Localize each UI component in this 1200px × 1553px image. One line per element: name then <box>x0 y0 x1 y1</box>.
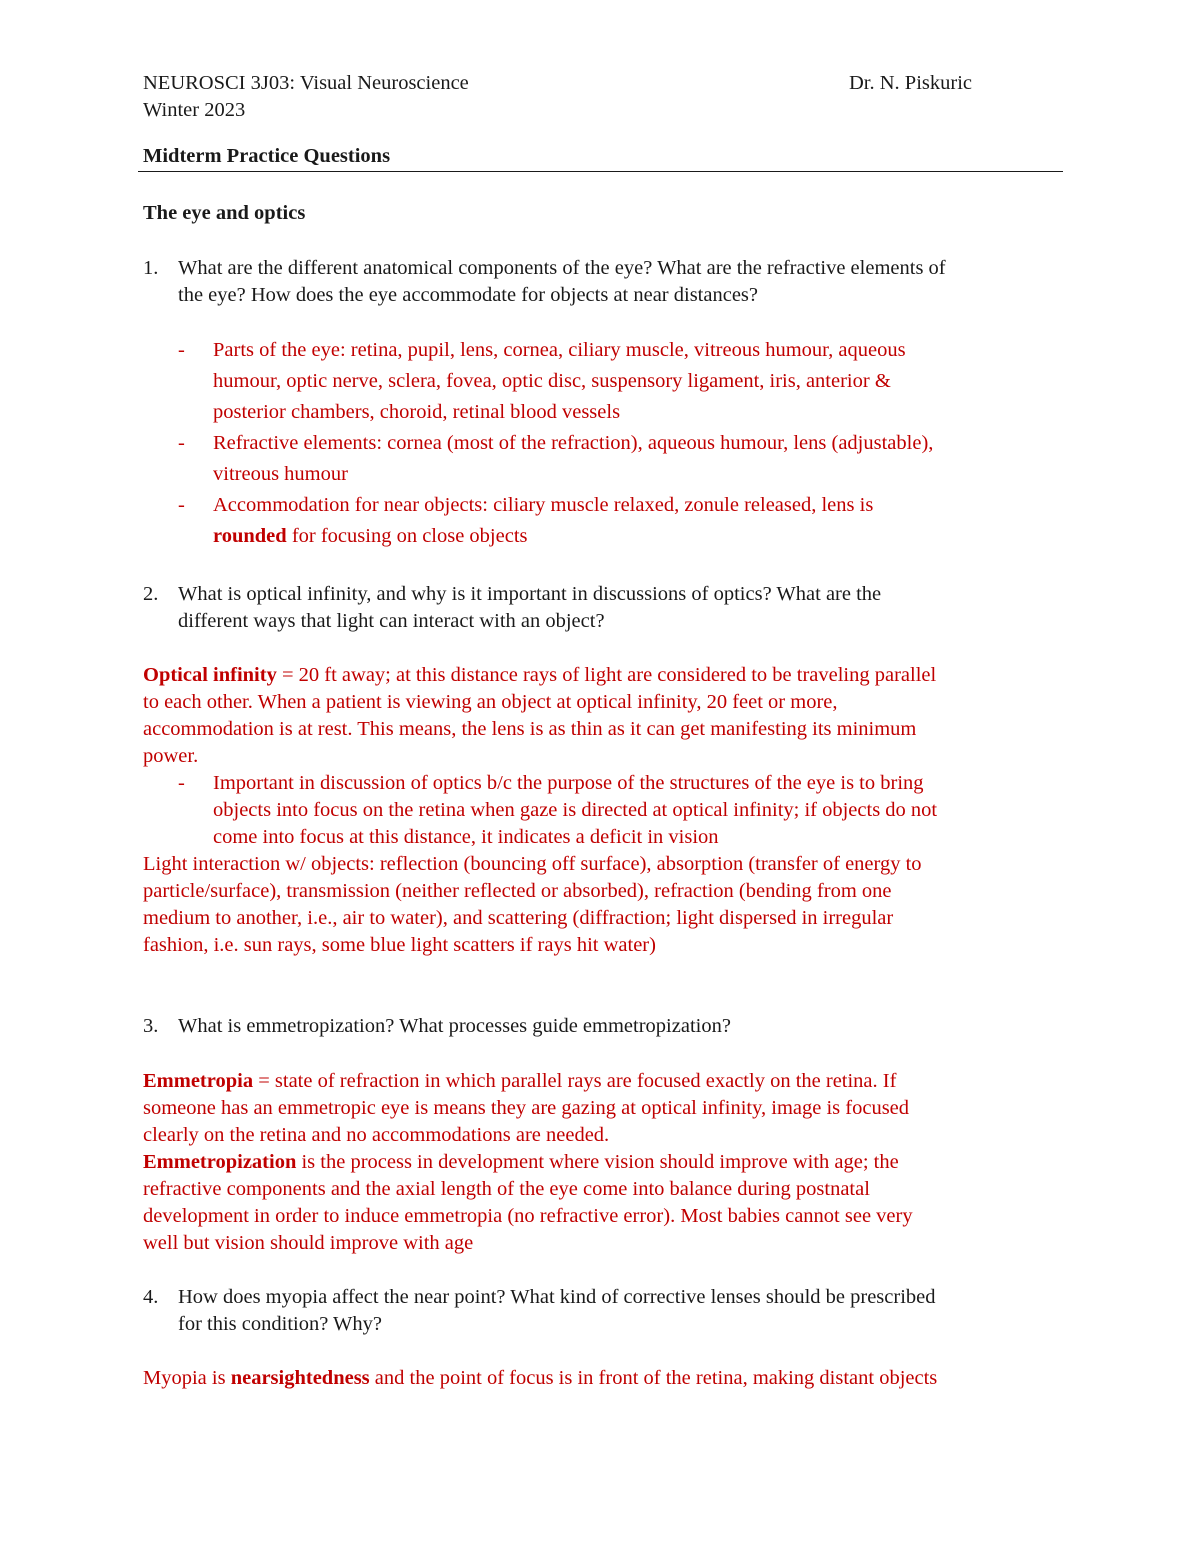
answer-line: clearly on the retina and no accommodations are needed. <box>143 1124 610 1146</box>
document-title: Midterm Practice Questions <box>143 145 391 167</box>
answer-line: come into focus at this distance, it indicates a deficit in vision <box>213 826 719 848</box>
question-text: What is optical infinity, and why is it important in discussions of optics? What are the <box>178 583 882 605</box>
answer-text: Myopia is <box>143 1367 231 1389</box>
answer-text: = 20 ft away; at this distance rays of light are considered to be traveling parallel <box>276 664 937 686</box>
term-label: Winter 2023 <box>143 99 246 121</box>
answer-line: particle/surface), transmission (neither reflected or absorbed), refraction (bending from one <box>143 880 892 902</box>
section-title: The eye and optics <box>143 202 306 224</box>
question-number: 4. <box>143 1286 159 1308</box>
bold-term: Emmetropia <box>143 1070 254 1092</box>
question-text: What are the different anatomical components of the eye? What are the refractive elements of <box>178 257 946 279</box>
answer-text: for focusing on close objects <box>286 525 528 547</box>
question-text: What is emmetropization? What processes guide emmetropization? <box>178 1015 731 1037</box>
answer-line <box>143 1151 899 1174</box>
bold-term: Optical infinity <box>143 664 277 686</box>
answer-line: to each other. When a patient is viewing an object at optical infinity, 20 feet or more, <box>143 691 838 713</box>
answer-line: Light interaction w/ objects: reflection (bouncing off surface), absorption (transfer of energy to <box>143 853 922 875</box>
answer-line: Parts of the eye: retina, pupil, lens, cornea, ciliary muscle, vitreous humour, aqueous <box>213 339 906 361</box>
answer-line: medium to another, i.e., air to water), and scattering (diffraction; light dispersed in irregular <box>143 907 894 929</box>
question-number: 2. <box>143 583 159 605</box>
answer-text: = state of refraction in which parallel rays are focused exactly on the retina. If <box>253 1070 897 1092</box>
answer-line <box>143 664 936 687</box>
bullet-dash: - <box>178 772 185 794</box>
answer-line: Accommodation for near objects: ciliary muscle relaxed, zonule released, lens is <box>213 494 874 516</box>
bold-term: rounded <box>213 525 287 547</box>
question-text: different ways that light can interact with an object? <box>178 610 605 632</box>
answer-line: power. <box>143 745 199 767</box>
bold-term: nearsightedness <box>230 1367 370 1389</box>
bullet-dash: - <box>178 494 185 516</box>
bold-term: Emmetropization <box>143 1151 297 1173</box>
answer-line: refractive components and the axial length of the eye come into balance during postnatal <box>143 1178 870 1200</box>
answer-line <box>143 1070 896 1093</box>
answer-line <box>213 525 528 548</box>
answer-text: is the process in development where vision should improve with age; the <box>296 1151 899 1173</box>
answer-line: someone has an emmetropic eye is means they are gazing at optical infinity, image is focused <box>143 1097 910 1119</box>
bullet-dash: - <box>178 432 185 454</box>
question-number: 3. <box>143 1015 159 1037</box>
answer-line: humour, optic nerve, sclera, fovea, optic disc, suspensory ligament, iris, anterior & <box>213 370 891 392</box>
title-rule <box>138 171 1063 172</box>
bullet-dash: - <box>178 339 185 361</box>
answer-line: accommodation is at rest. This means, the lens is as thin as it can get manifesting its minimum <box>143 718 917 740</box>
question-number: 1. <box>143 257 159 279</box>
answer-line: objects into focus on the retina when gaze is directed at optical infinity; if objects do not <box>213 799 938 821</box>
course-title: NEUROSCI 3J03: Visual Neuroscience <box>143 72 469 94</box>
answer-line: Important in discussion of optics b/c the purpose of the structures of the eye is to bring <box>213 772 924 794</box>
answer-line: Refractive elements: cornea (most of the refraction), aqueous humour, lens (adjustable), <box>213 432 934 454</box>
answer-text: and the point of focus is in front of the retina, making distant objects <box>369 1367 938 1389</box>
answer-line: development in order to induce emmetropia (no refractive error). Most babies cannot see very <box>143 1205 913 1227</box>
instructor-name: Dr. N. Piskuric <box>849 72 972 94</box>
answer-line <box>143 1367 937 1390</box>
answer-line: vitreous humour <box>213 463 348 485</box>
question-text: for this condition? Why? <box>178 1313 383 1335</box>
answer-line: posterior chambers, choroid, retinal blood vessels <box>213 401 621 423</box>
question-text: the eye? How does the eye accommodate for objects at near distances? <box>178 284 759 306</box>
answer-line: fashion, i.e. sun rays, some blue light scatters if rays hit water) <box>143 934 656 956</box>
question-text: How does myopia affect the near point? What kind of corrective lenses should be prescribed <box>178 1286 936 1308</box>
answer-line: well but vision should improve with age <box>143 1232 474 1254</box>
